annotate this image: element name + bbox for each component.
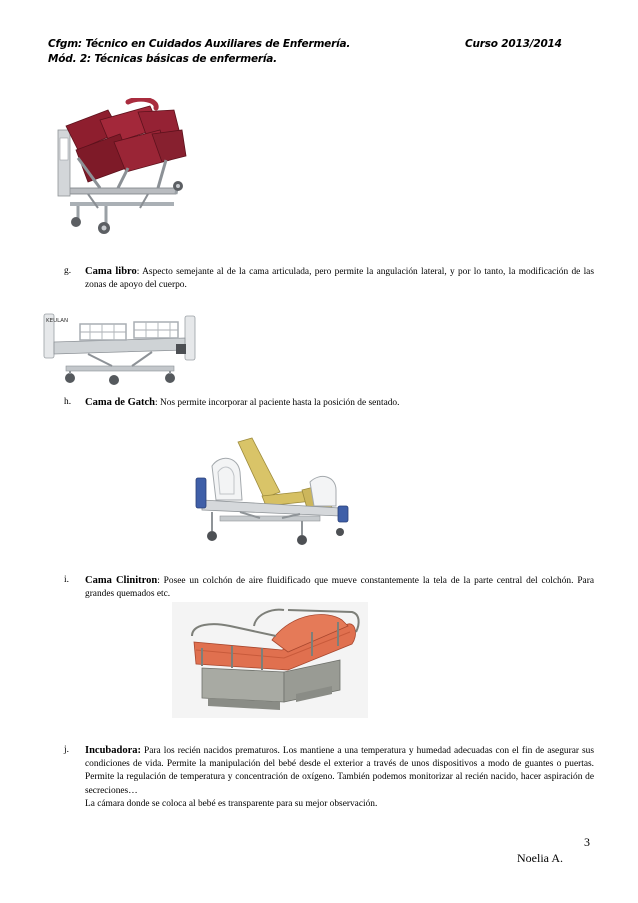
term-colon: : <box>155 398 158 408</box>
list-marker: h. <box>64 397 72 407</box>
figure-cama-gatch <box>42 310 197 390</box>
list-item-cama-libro <box>64 265 594 292</box>
bed-brand-label: KEULAN <box>46 318 69 324</box>
list-item-cama-gatch <box>64 396 594 410</box>
term-cama-libro: Cama libro <box>85 266 137 277</box>
description-cama-libro: Aspecto semejante al de la cama articulada, pero permite la angulación lateral, y por lo tanto, la modificación de las zonas de apoyo del cuerpo. <box>85 267 594 291</box>
list-item-incubadora <box>64 744 594 811</box>
term-cama-clinitron: Cama Clinitron <box>85 575 158 586</box>
header-module: Mód. 2: Técnicas básicas de enfermería. <box>48 53 277 65</box>
figure-cama-libro <box>48 98 190 238</box>
description-cama-gatch: Nos permite incorporar al paciente hasta la posición de sentado. <box>157 398 400 408</box>
header-course-year: Curso 2013/2014 <box>465 38 562 50</box>
term-colon: : <box>136 267 140 277</box>
list-marker: j. <box>64 745 69 755</box>
figure-cama-sentado <box>190 436 350 546</box>
description-cama-clinitron: Posee un colchón de aire fluidificado que mueve constantemente la tela de la parte central del colchón. Para grandes quemados etc. <box>85 576 594 600</box>
list-marker: g. <box>64 266 72 276</box>
page-number: 3 <box>584 835 590 849</box>
figure-cama-clinitron <box>172 602 368 718</box>
term-cama-gatch: Cama de Gatch <box>85 397 155 408</box>
description-incubadora: Para los recién nacidos prematuros. Los mantiene a una temperatura y humedad adecuadas con el fin de asegurar sus condiciones de vida. Permite la manipulación del bebé desde el exterior a través de unos dispositivos a modo de guantes o puertas. Permite la regulación de temperatura y concentración de oxígeno. También podemos monitorizar al recién nacido, hacer aspiración de secreciones… <box>85 746 594 796</box>
term-colon: : <box>157 576 160 586</box>
list-marker: i. <box>64 575 69 585</box>
author-name: Noelia A. <box>517 851 563 865</box>
term-incubadora: Incubadora: <box>85 745 142 756</box>
description-incubadora-2: La cámara donde se coloca al bebé es transparente para su mejor observación. <box>85 798 378 809</box>
header-course-title: Cfgm: Técnico en Cuidados Auxiliares de Enfermería. <box>48 38 351 50</box>
list-item-cama-clinitron <box>64 574 594 601</box>
